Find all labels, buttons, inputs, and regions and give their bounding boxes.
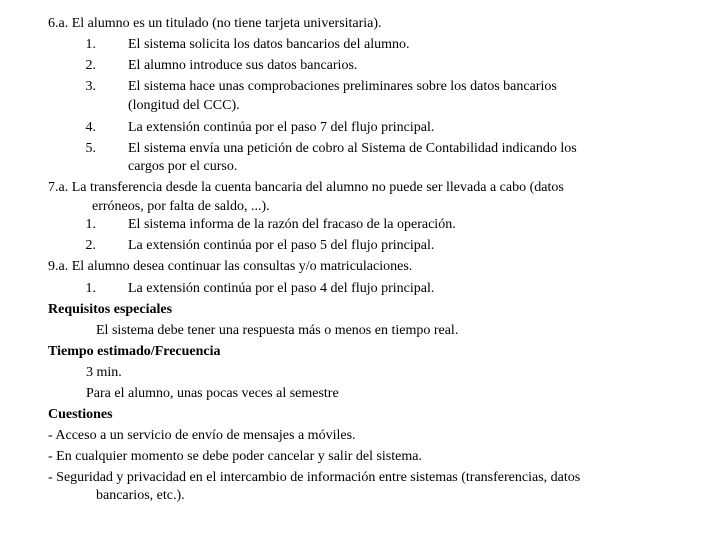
tiempo-heading: Tiempo estimado/Frecuencia xyxy=(48,344,221,359)
tiempo-frequency: Para el alumno, unas pocas veces al semestre xyxy=(86,386,339,401)
list-item-text: El sistema informa de la razón del fracaso de la operación. xyxy=(128,217,456,232)
list-item-text: El sistema solicita los datos bancarios del alumno. xyxy=(128,37,410,52)
list-item xyxy=(0,117,720,138)
list-item-number: 5. xyxy=(85,141,96,156)
tiempo-duration: 3 min. xyxy=(86,365,122,380)
list-item-continuation: cargos por el curso. xyxy=(128,159,238,174)
list-item-text: La extensión continúa por el paso 5 del flujo principal. xyxy=(128,238,435,253)
list-item-number: 1. xyxy=(85,217,96,232)
cuestiones-item: - En cualquier momento se debe poder cancelar y salir del sistema. xyxy=(48,449,422,464)
list-item-number: 1. xyxy=(85,281,96,296)
list-item-number: 2. xyxy=(85,238,96,253)
list-item xyxy=(0,138,720,159)
list-item-number: 4. xyxy=(85,120,96,135)
list-item xyxy=(0,55,720,76)
list-item-continuation: (longitud del CCC). xyxy=(128,98,240,113)
extension-9a-label: 9.a. El alumno desea continuar las consultas y/o matriculaciones. xyxy=(48,259,413,274)
list-item-number: 3. xyxy=(85,79,96,94)
requisitos-text: El sistema debe tener una respuesta más o menos en tiempo real. xyxy=(96,323,459,338)
list-item-text: El sistema hace unas comprobaciones preliminares sobre los datos bancarios xyxy=(128,79,557,94)
list-item-text: El alumno introduce sus datos bancarios. xyxy=(128,58,358,73)
list-item-text: El sistema envía una petición de cobro al Sistema de Contabilidad indicando los xyxy=(128,141,577,156)
list-item xyxy=(0,76,720,97)
extension-7a-label-continuation: erróneos, por falta de saldo, ...). xyxy=(92,199,270,214)
cuestiones-item-continuation: bancarios, etc.). xyxy=(96,488,185,503)
cuestiones-heading: Cuestiones xyxy=(48,407,113,422)
cuestiones-item: - Seguridad y privacidad en el intercambio de información entre sistemas (transferencias, datos xyxy=(48,470,581,485)
list-item xyxy=(0,214,720,235)
requisitos-heading: Requisitos especiales xyxy=(48,302,173,317)
extension-6a-label: 6.a. El alumno es un titulado (no tiene tarjeta universitaria). xyxy=(48,16,382,31)
list-item-number: 2. xyxy=(85,58,96,73)
extension-7a-label: 7.a. La transferencia desde la cuenta bancaria del alumno no puede ser llevada a cabo (datos xyxy=(48,180,564,195)
list-item xyxy=(0,235,720,256)
list-item-text: La extensión continúa por el paso 7 del flujo principal. xyxy=(128,120,435,135)
list-item-text: La extensión continúa por el paso 4 del flujo principal. xyxy=(128,281,435,296)
list-item xyxy=(0,278,720,299)
cuestiones-item: - Acceso a un servicio de envío de mensajes a móviles. xyxy=(48,428,356,443)
list-item-number: 1. xyxy=(85,37,96,52)
list-item xyxy=(0,34,720,55)
